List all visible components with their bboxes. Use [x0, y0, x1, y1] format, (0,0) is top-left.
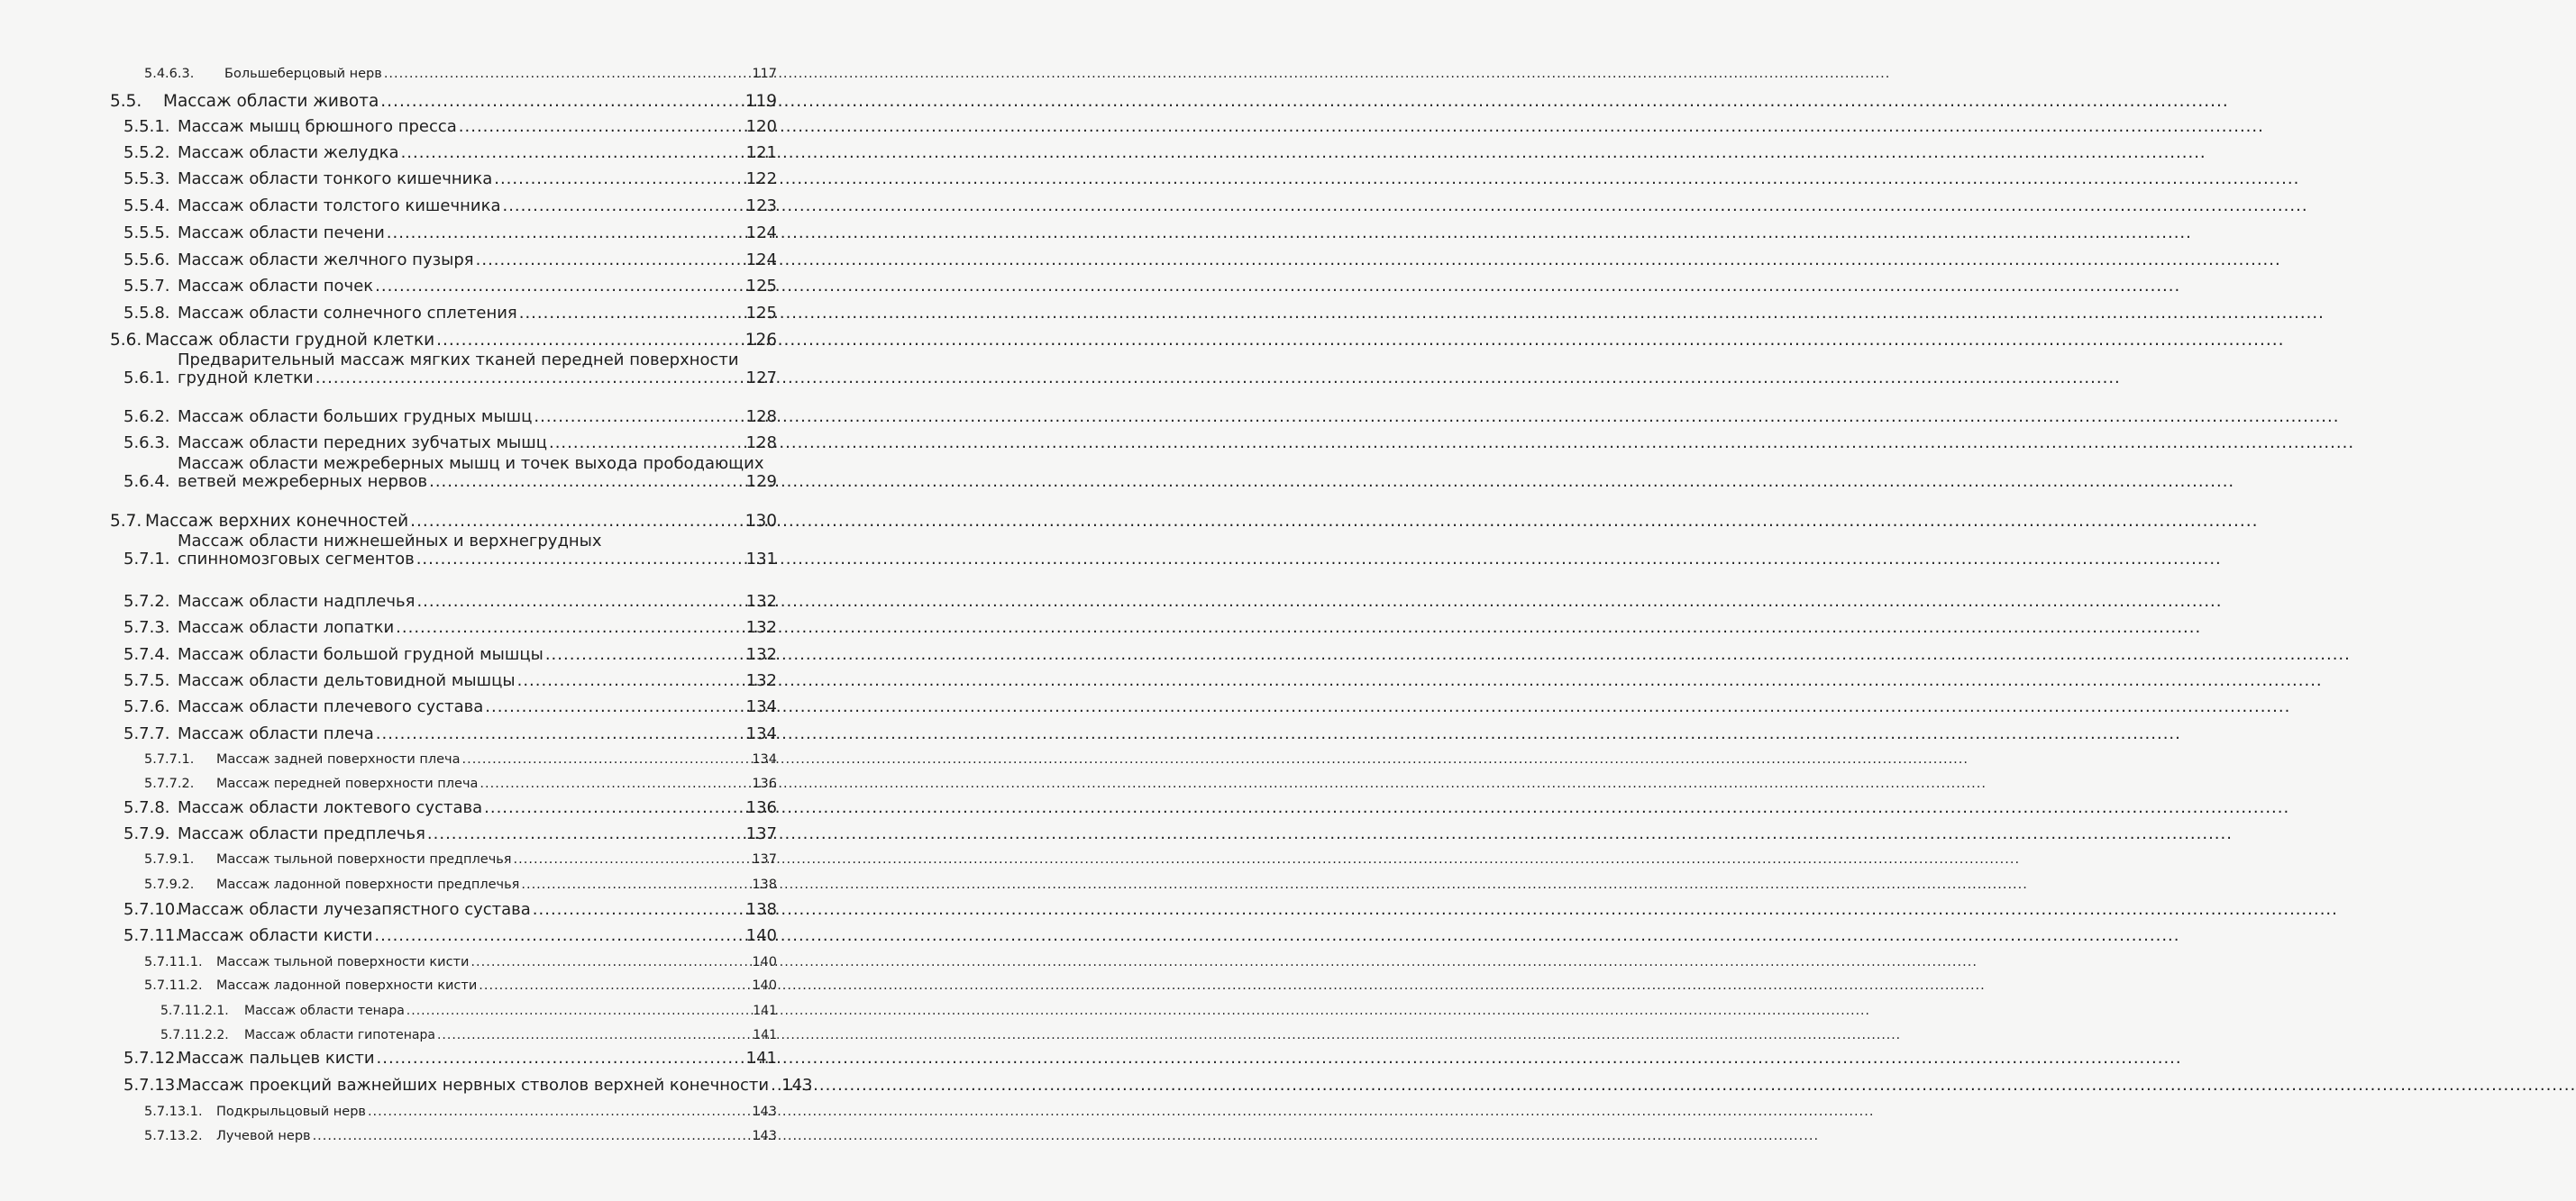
toc-entry [123, 251, 777, 270]
toc-entry-number: 5.5.8. [123, 304, 170, 323]
toc-entry-page: 136 [752, 777, 777, 792]
toc-entry-number: 5.7.11.2. [144, 978, 203, 994]
toc-entry-title: Массаж области передних зубчатых мышц [178, 433, 547, 453]
toc-entry-page: 126 [744, 330, 777, 350]
toc-entry-number: 5.5.7. [123, 277, 170, 296]
dot-leader [461, 752, 750, 768]
toc-entry-page: 134 [745, 724, 777, 744]
toc-entry-title: Массаж области гипотенара [244, 1027, 435, 1042]
toc-entry [123, 646, 777, 665]
dot-leader [534, 408, 744, 427]
toc-entry-number: 5.6.2. [123, 407, 170, 427]
toc-entry-number: 5.7.1. [123, 550, 170, 569]
toc-entry-page: 134 [745, 697, 777, 717]
toc-entry-title: Массаж области тенара [244, 1003, 405, 1018]
toc-entry-page: 120 [745, 117, 777, 137]
dot-leader [401, 144, 744, 163]
toc-entry-page: 132 [745, 671, 777, 691]
dot-leader [459, 118, 744, 137]
toc-entry-title: Массаж области большой грудной мышцы [178, 645, 544, 665]
toc-entry [123, 593, 777, 612]
toc-entry-number: 5.7.13.2. [144, 1129, 203, 1144]
toc-entry-title: Массаж области локтевого сустава [178, 798, 483, 818]
toc-entry-page: 123 [745, 196, 777, 216]
toc-entry [144, 1129, 777, 1144]
toc-entry [110, 92, 777, 111]
toc-entry-title: Массаж тыльной поверхности кисти [216, 955, 470, 970]
toc-entry-page: 138 [745, 900, 777, 920]
toc-entry-page: 132 [745, 645, 777, 665]
toc-entry-title: Массаж верхних конечностей [145, 511, 409, 531]
toc-entry-title: Массаж задней поверхности плеча [216, 752, 461, 768]
toc-entry-page: 124 [745, 223, 777, 243]
toc-entry-title: Массаж пальцев кисти [178, 1049, 375, 1069]
dot-leader [416, 593, 744, 612]
toc-entry [123, 672, 777, 691]
dot-leader [315, 369, 744, 388]
toc-entry-number: 5.7.7.1. [144, 752, 195, 768]
dot-leader [380, 92, 743, 111]
dot-leader [485, 698, 744, 717]
toc-entry-title: Массаж области печени [178, 223, 385, 243]
dot-leader [313, 1129, 751, 1144]
toc-entry-title: Массаж области дельтовидной мышцы [178, 671, 516, 691]
toc-entry-page: 141 [745, 1049, 777, 1069]
toc-entry-page: 130 [744, 511, 777, 531]
toc-entry-title: ветвей межреберных нервов [178, 472, 428, 492]
toc-entry-page: 140 [752, 978, 777, 994]
dot-leader [494, 170, 744, 189]
toc-entry-page: 131 [745, 550, 777, 569]
toc-entry [123, 532, 777, 569]
toc-entry-title: Массаж мышц брюшного пресса [178, 117, 457, 137]
toc-entry [110, 512, 777, 531]
toc-entry [144, 1105, 777, 1120]
toc-entry-page: 140 [752, 955, 777, 970]
dot-leader [377, 1050, 744, 1069]
toc-entry [123, 619, 777, 638]
toc-entry-number: 5.7.13.1. [144, 1105, 203, 1120]
dot-leader [410, 512, 744, 531]
dot-leader [521, 878, 750, 893]
dot-leader [476, 251, 744, 270]
toc-entry-page: 121 [745, 143, 777, 163]
toc-entry-page: 125 [745, 304, 777, 323]
toc-entry-number: 5.7.13. [123, 1076, 180, 1096]
toc-entry-title: Массаж области живота [163, 91, 379, 111]
toc-entry [123, 901, 777, 920]
toc-entry-title: Массаж области тонкого кишечника [178, 169, 493, 189]
toc-entry-title: Массаж области толстого кишечника [178, 196, 501, 216]
toc-entry [123, 278, 777, 296]
toc-entry [123, 725, 777, 744]
toc-entry-title: Лучевой нерв [216, 1129, 311, 1144]
toc-entry [123, 351, 777, 388]
toc-entry-number: 5.7.7. [123, 724, 170, 744]
toc-entry [123, 118, 777, 137]
toc-entry-page: 137 [752, 852, 777, 868]
toc-entry-number: 5.7.10. [123, 900, 180, 920]
toc-entry-number: 5.7.11.1. [144, 955, 203, 970]
dot-leader [374, 927, 744, 946]
toc-entry-number: 5.7.11.2.2. [160, 1027, 229, 1042]
toc-entry [144, 67, 777, 82]
dot-leader [517, 672, 744, 691]
toc-entry-number: 5.7.8. [123, 798, 170, 818]
toc-entry [123, 927, 777, 946]
dot-leader [519, 305, 744, 323]
toc-entry [123, 698, 777, 717]
toc-entry-page: 124 [745, 250, 777, 270]
toc-entry-title: Массаж области солнечного сплетения [178, 304, 517, 323]
toc-entry-number: 5.6. [110, 330, 142, 350]
toc-entry-number: 5.7.5. [123, 671, 170, 691]
dot-leader [514, 852, 751, 868]
toc-entry [144, 878, 777, 893]
dot-leader [470, 955, 750, 970]
toc-entry-number: 5.5.5. [123, 223, 170, 243]
toc-entry-title: Массаж передней поверхности плеча [216, 777, 479, 792]
toc-entry [144, 978, 777, 994]
toc-entry-title: Массаж области почек [178, 277, 374, 296]
toc-entry [144, 955, 777, 970]
toc-entry [123, 434, 777, 453]
toc-entry-number: 5.7.9. [123, 824, 170, 844]
dot-leader [484, 799, 744, 818]
toc-entry-number: 5.4.6.3. [144, 67, 195, 82]
toc-entry [123, 825, 777, 844]
dot-leader [396, 619, 744, 638]
toc-entry-number: 5.7.9.2. [144, 878, 195, 893]
toc-entry-title: грудной клетки [178, 368, 314, 388]
toc-entry [144, 752, 777, 768]
toc-entry-page: 117 [752, 67, 777, 82]
toc-entry-title: Массаж области плеча [178, 724, 374, 744]
dot-leader [502, 197, 744, 216]
toc-entry-page: 141 [753, 1003, 777, 1018]
toc-entry-page: 122 [745, 169, 777, 189]
toc-entry-title: Массаж ладонной поверхности кисти [216, 978, 478, 994]
toc-entry-number: 5.5.1. [123, 117, 170, 137]
toc-entry [123, 144, 777, 163]
toc-entry [160, 1004, 777, 1018]
toc-entry-title: Массаж области плечевого сустава [178, 697, 484, 717]
toc-entry-title: Массаж тыльной поверхности предплечья [216, 852, 512, 868]
toc-entry-number: 5.6.4. [123, 472, 170, 492]
dot-leader [771, 1077, 780, 1096]
toc-entry [123, 224, 777, 243]
dot-leader [429, 473, 744, 492]
toc-entry-number: 5.5.6. [123, 250, 170, 270]
dot-leader [375, 278, 744, 296]
toc-entry [123, 408, 777, 427]
toc-entry-number: 5.5.4. [123, 196, 170, 216]
toc-entry-number: 5.7.11.2.1. [160, 1003, 229, 1018]
toc-entry [123, 197, 777, 216]
toc-entry-page: 132 [745, 618, 777, 638]
toc-entry-number: 5.7.11. [123, 926, 180, 946]
toc-entry-title: Массаж проекций важнейших нервных стволов верхней конечности [178, 1076, 770, 1096]
toc-entry-title: Массаж ладонной поверхности предплечья [216, 878, 520, 893]
toc-entry-number: 5.5. [110, 91, 142, 111]
toc-entry-page: 129 [745, 472, 777, 492]
toc-entry-title: Массаж области надплечья [178, 592, 416, 612]
toc-entry-title: спинномозговых сегментов [178, 550, 415, 569]
toc-entry [123, 1076, 813, 1096]
toc-entry-page: 141 [753, 1027, 777, 1042]
dot-leader [376, 725, 744, 744]
dot-leader [480, 777, 750, 792]
toc-entry-title: Массаж области больших грудных мышц [178, 407, 533, 427]
toc-entry [123, 799, 777, 818]
toc-entry-number: 5.5.2. [123, 143, 170, 163]
toc-entry-number: 5.7.2. [123, 592, 170, 612]
toc-entry-number: 5.6.3. [123, 433, 170, 453]
dot-leader [384, 67, 751, 82]
toc-entry-number: 5.7.9.1. [144, 852, 195, 868]
toc-entry-number: 5.7.12. [123, 1049, 180, 1069]
toc-entry [144, 777, 777, 792]
toc-entry-page: 128 [745, 407, 777, 427]
toc-entry-title: Массаж области кисти [178, 926, 373, 946]
toc-entry-page: 138 [752, 878, 777, 893]
toc-entry-page: 132 [745, 592, 777, 612]
toc-entry-title: Массаж области лучезапястного сустава [178, 900, 531, 920]
toc-entry-page: 128 [745, 433, 777, 453]
toc-entry [123, 1050, 777, 1069]
table-of-contents [0, 0, 901, 1201]
toc-entry-number: 5.7.6. [123, 697, 170, 717]
toc-entry [144, 852, 777, 868]
toc-entry-title-line: Предварительный массаж мягких тканей передней поверхности [178, 350, 739, 369]
dot-leader [368, 1105, 750, 1120]
toc-entry-page: 143 [781, 1076, 813, 1096]
toc-entry-page: 143 [752, 1129, 777, 1144]
dot-leader [427, 825, 744, 844]
toc-entry-title: Массаж области лопатки [178, 618, 395, 638]
dot-leader [533, 901, 744, 920]
toc-entry-number: 5.7.3. [123, 618, 170, 638]
toc-entry-title: Массаж области желчного пузыря [178, 250, 474, 270]
dot-leader [479, 978, 750, 994]
toc-entry-page: 119 [744, 91, 777, 111]
toc-entry-page: 136 [745, 798, 777, 818]
dot-leader [416, 550, 744, 569]
toc-entry-title: Массаж области предплечья [178, 824, 425, 844]
toc-entry [123, 305, 777, 323]
toc-entry-page: 127 [745, 368, 777, 388]
dot-leader [545, 646, 744, 665]
dot-leader [549, 434, 744, 453]
toc-entry [123, 170, 777, 189]
toc-entry-number: 5.7.7.2. [144, 777, 195, 792]
toc-entry-number: 5.6.1. [123, 368, 170, 388]
dot-leader [387, 224, 744, 243]
toc-entry-title-line: Массаж области межреберных мышц и точек выхода прободающих [178, 453, 764, 473]
toc-entry-page: 137 [745, 824, 777, 844]
toc-entry-page: 125 [745, 277, 777, 296]
toc-entry [160, 1028, 777, 1042]
dot-leader [436, 331, 744, 350]
toc-entry-title: Массаж области желудка [178, 143, 399, 163]
toc-entry-number: 5.5.3. [123, 169, 170, 189]
toc-entry-page: 143 [752, 1105, 777, 1120]
toc-entry [123, 455, 777, 492]
toc-entry-page: 140 [745, 926, 777, 946]
toc-entry-title: Подкрыльцовый нерв [216, 1105, 366, 1120]
dot-leader [437, 1028, 751, 1042]
toc-entry-title: Большеберцовый нерв [224, 67, 382, 82]
toc-entry-number: 5.7. [110, 511, 142, 531]
toc-entry-title-line: Массаж области нижнешейных и верхнегрудных [178, 531, 602, 550]
toc-entry-number: 5.7.4. [123, 645, 170, 665]
toc-entry [110, 331, 777, 350]
toc-entry-page: 134 [752, 752, 777, 768]
dot-leader [406, 1004, 751, 1018]
toc-entry-title: Массаж области грудной клетки [145, 330, 435, 350]
